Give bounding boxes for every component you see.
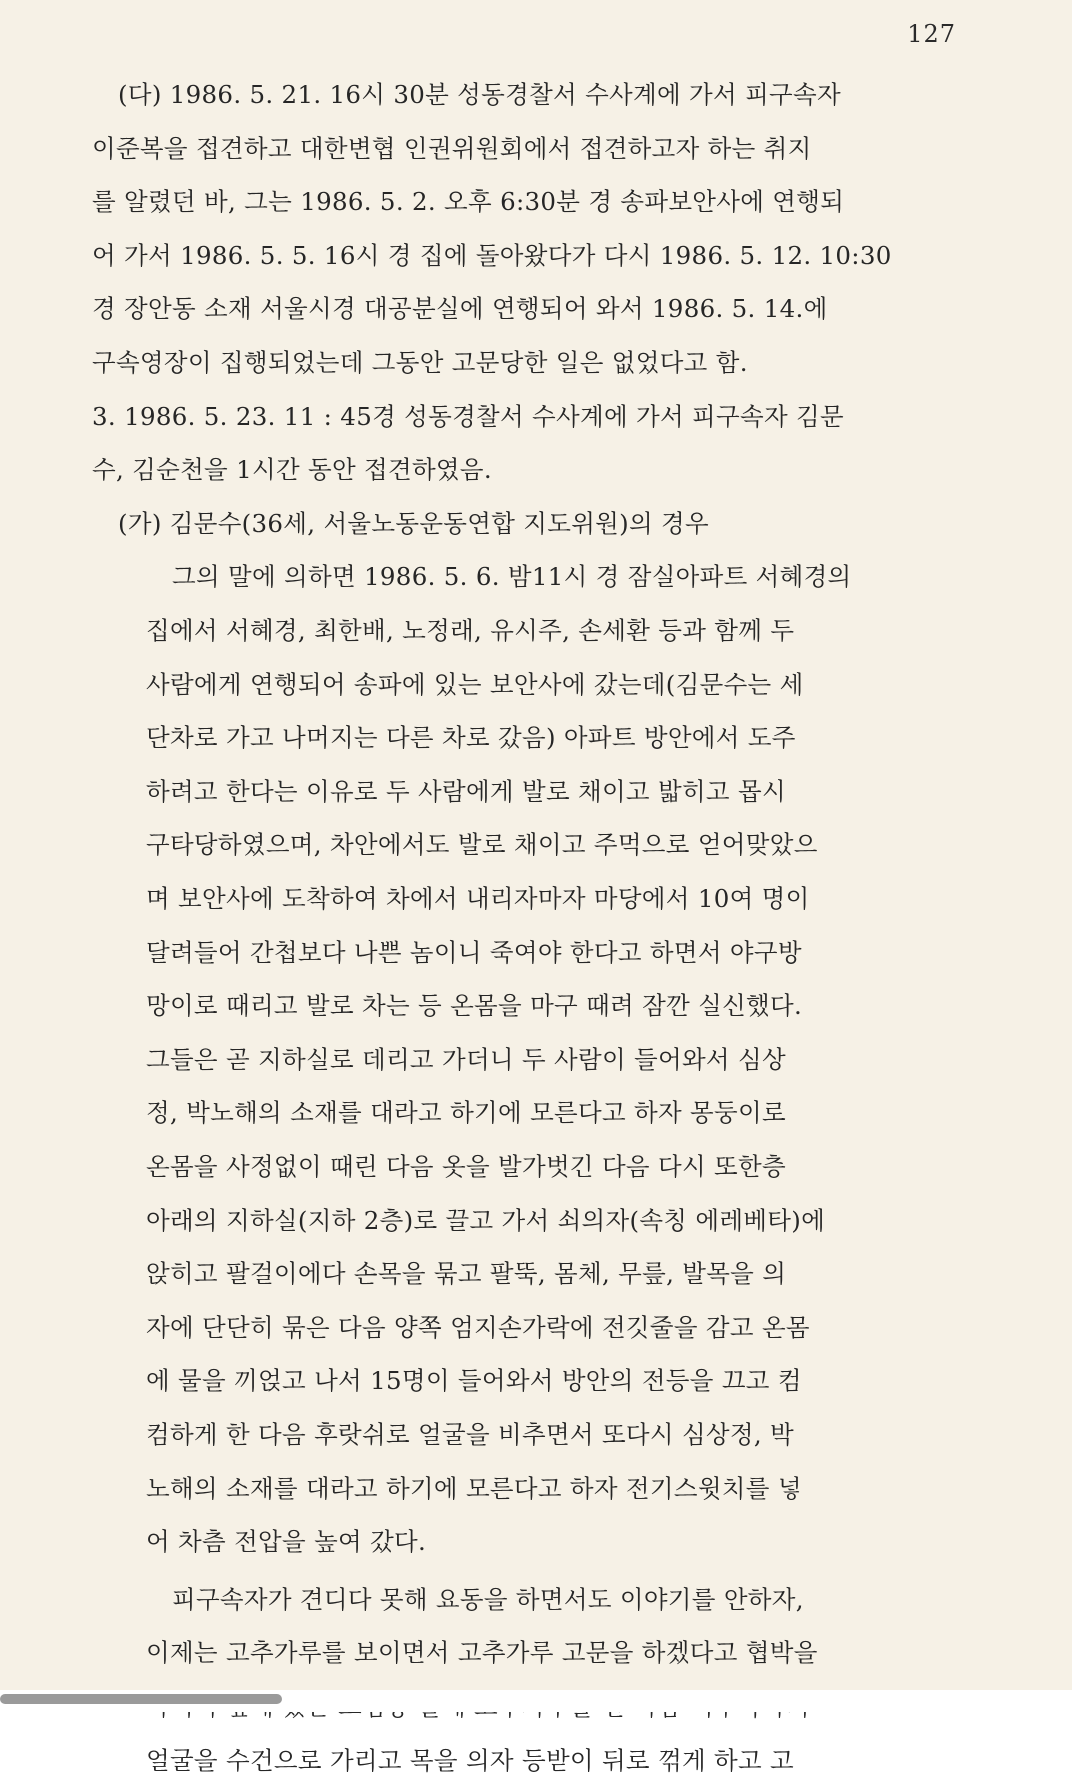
text-line: 경 장안동 소재 서울시경 대공분실에 연행되어 와서 1986. 5. 14.에 <box>92 294 828 323</box>
text-line: 노해의 소재를 대라고 하기에 모른다고 하자 전기스윗치를 넣 <box>146 1474 802 1503</box>
horizontal-scrollbar[interactable] <box>0 1690 1080 1712</box>
text-line: 이준복을 접견하고 대한변협 인권위원회에서 접견하고자 하는 취지 <box>92 134 812 163</box>
text-line: 집에서 서혜경, 최한배, 노정래, 유시주, 손세환 등과 함께 두 <box>146 616 795 645</box>
text-line: (가) 김문수(36세, 서울노동운동연합 지도위원)의 경우 <box>118 509 709 538</box>
text-line: 단차로 가고 나머지는 다른 차로 갔음) 아파트 방안에서 도주 <box>146 723 796 752</box>
page-edge <box>1072 0 1080 1712</box>
text-line: 정, 박노해의 소재를 대라고 하기에 모른다고 하자 몽둥이로 <box>146 1098 786 1127</box>
text-line: 3. 1986. 5. 23. 11 : 45경 성동경찰서 수사계에 가서 피구속자 김문 <box>92 402 844 431</box>
text-line: 앉히고 팔걸이에다 손목을 묶고 팔뚝, 몸체, 무릎, 발목을 의 <box>146 1259 787 1288</box>
text-line: 사람에게 연행되어 송파에 있는 보안사에 갔는데(김문수는 세 <box>146 670 804 699</box>
text-line: 수, 김순천을 1시간 동안 접견하였음. <box>92 455 492 484</box>
text-line: 얼굴을 수건으로 가리고 목을 의자 등받이 뒤로 꺾게 하고 고 <box>146 1746 794 1775</box>
text-line: 온몸을 사정없이 때린 다음 옷을 발가벗긴 다음 다시 또한층 <box>146 1152 786 1181</box>
text-line: 피구속자가 견디다 못해 요동을 하면서도 이야기를 안하자, <box>172 1585 804 1614</box>
text-line: 어 차츰 전압을 높여 갔다. <box>146 1527 427 1556</box>
text-line: 하려고 한다는 이유로 두 사람에게 발로 채이고 밟히고 몹시 <box>146 777 786 806</box>
text-line: 구속영장이 집행되었는데 그동안 고문당한 일은 없었다고 함. <box>92 348 748 377</box>
text-line: 컴하게 한 다음 후랏쉬로 얼굴을 비추면서 또다시 심상정, 박 <box>146 1420 794 1449</box>
text-line: 구타당하였으며, 차안에서도 발로 채이고 주먹으로 얻어맞았으 <box>146 830 818 859</box>
text-line: 그들은 곧 지하실로 데리고 가더니 두 사람이 들어와서 심상 <box>146 1045 786 1074</box>
text-line: (다) 1986. 5. 21. 16시 30분 성동경찰서 수사계에 가서 피구속자 <box>118 80 841 109</box>
scrollbar-thumb[interactable] <box>0 1694 282 1704</box>
text-line: 며 보안사에 도착하여 차에서 내리자마자 마당에서 10여 명이 <box>146 884 810 913</box>
text-line: 달려들어 간첩보다 나쁜 놈이니 죽여야 한다고 하면서 야구방 <box>146 938 802 967</box>
text-line: 어 가서 1986. 5. 5. 16시 경 집에 돌아왔다가 다시 1986. 5. 12. 10:30 <box>92 241 892 270</box>
text-line: 자에 단단히 묶은 다음 양쪽 엄지손가락에 전깃줄을 감고 온몸 <box>146 1313 810 1342</box>
text-line: 아래의 지하실(지하 2층)로 끌고 가서 쇠의자(속칭 에레베타)에 <box>146 1206 826 1235</box>
text-line: 에 물을 끼얹고 나서 15명이 들어와서 방안의 전등을 끄고 컴 <box>146 1366 802 1395</box>
text-line: 를 알렸던 바, 그는 1986. 5. 2. 오후 6:30분 경 송파보안사에 연행되 <box>92 187 845 216</box>
text-line: 이제는 고추가루를 보이면서 고추가루 고문을 하겠다고 협박을 <box>146 1638 818 1667</box>
text-line: 그의 말에 의하면 1986. 5. 6. 밤11시 경 잠실아파트 서혜경의 <box>172 562 852 591</box>
text-line: 망이로 때리고 발로 차는 등 온몸을 마구 때려 잠깐 실신했다. <box>146 991 803 1020</box>
page-number: 127 <box>907 20 956 48</box>
